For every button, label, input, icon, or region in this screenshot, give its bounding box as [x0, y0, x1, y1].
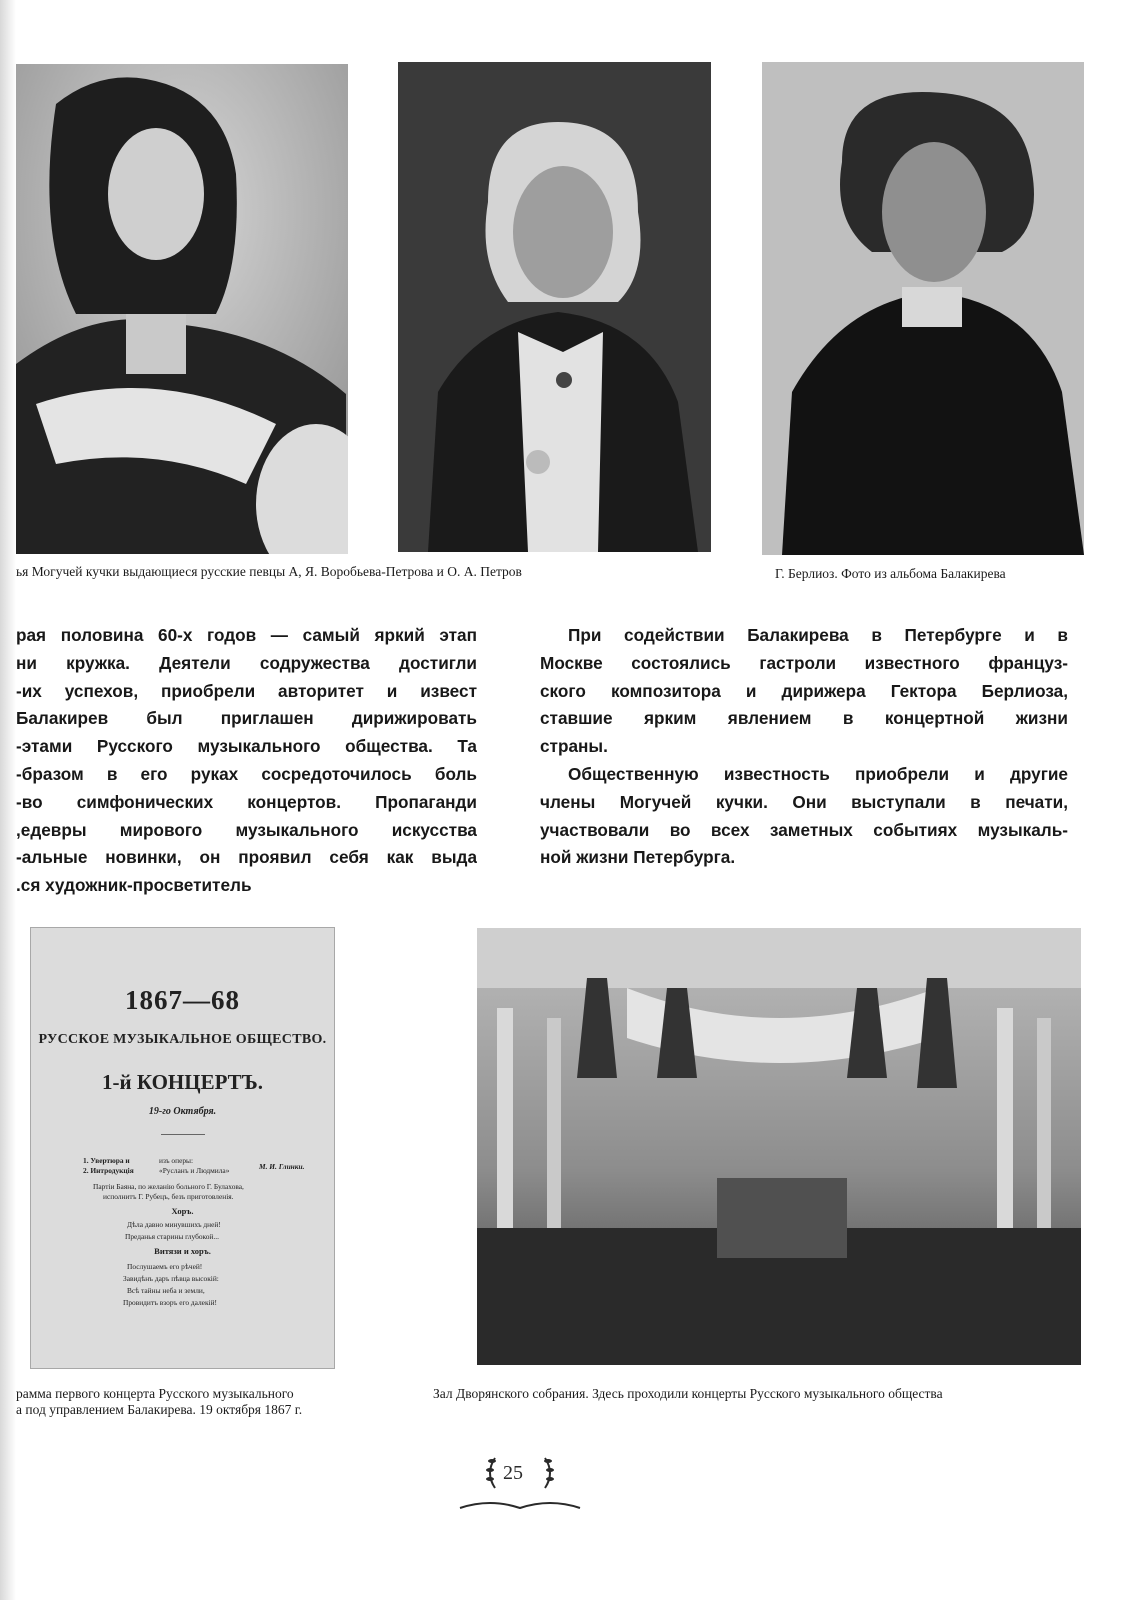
left-line-6: бразом в его руках сосредоточилось боль-: [16, 763, 477, 784]
poster-verse3: Послушаемъ его рѣчей!: [127, 1262, 203, 1271]
poster-ornament: [161, 1134, 205, 1135]
left-line-9: альные новинки, он проявил себя как выда-: [16, 847, 477, 868]
poster-verse5: Всѣ тайны неба и земли,: [127, 1286, 205, 1295]
bottom-left-caption-2: а под управлением Балакирева. 19 октября 1867 г.: [16, 1402, 303, 1417]
poster-line1: 1. Увертюра и: [83, 1156, 130, 1165]
left-line-2: ни кружка. Деятели содружества достигли: [16, 652, 477, 673]
left-line-7: во симфонических концертов. Пропаганди-: [16, 791, 477, 812]
poster-vityaz: Витязи и хоръ.: [154, 1246, 211, 1256]
right-line-2: Москве состоялись гастроли известного француз-: [540, 652, 1068, 673]
right-text-column: [540, 622, 1068, 872]
left-line-3: их успехов, приобрели авторитет и извест-: [16, 680, 477, 701]
right-line-7: члены Могучей кучки. Они выступали в печати,: [540, 791, 1068, 812]
poster-parts1: Партіи Баяна, по желанію больного Г. Булахова,: [93, 1182, 244, 1191]
concert-program-poster: [30, 927, 335, 1369]
singer-portrait-photo: [16, 64, 348, 554]
bottom-left-caption-1: рамма первого концерта Русского музыкального: [16, 1386, 294, 1401]
hall-engraving-photo: [477, 928, 1081, 1365]
poster-composer: М. И. Глинки.: [259, 1162, 305, 1171]
poster-concert: 1-й КОНЦЕРТЪ.: [102, 1070, 263, 1094]
poster-verse4: Завидѣнъ даръ пѣвца высокій:: [123, 1274, 219, 1283]
right-line-8: участвовали во всех заметных событиях музыкаль-: [540, 819, 1068, 840]
poster-verse1: Дѣла давно минувшихъ дней!: [127, 1220, 221, 1229]
left-line-8: едевры мирового музыкального искусства,: [16, 819, 477, 840]
right-line-1: При содействии Балакирева в Петербурге и в: [568, 625, 1068, 645]
left-line-10: ся художник-просветитель.: [16, 875, 252, 896]
left-line-5: этами Русского музыкального общества. Та-: [16, 736, 477, 757]
poster-chorus: Хоръ.: [171, 1206, 194, 1216]
left-line-4: Балакирев был приглашен дирижировать: [16, 708, 477, 729]
page-edge-shadow: [0, 0, 16, 1600]
top-right-caption: Г. Берлиоз. Фото из альбома Балакирева: [775, 566, 1006, 581]
bottom-right-caption: Зал Дворянского собрания. Здесь проходили концерты Русского музыкального общества: [433, 1386, 943, 1401]
berlioz-portrait-photo: [762, 62, 1084, 555]
poster-verse2: Преданья старины глубокой...: [125, 1232, 219, 1241]
right-line-9: ной жизни Петербурга.: [540, 847, 736, 868]
top-left-caption: ья Могучей кучки выдающиеся русские певцы А, Я. Воробьева-Петрова и О. А. Петров: [16, 564, 522, 579]
poster-opera: изъ оперы:: [159, 1156, 194, 1165]
left-line-1: рая половина 60-х годов — самый яркий этап: [16, 625, 477, 645]
left-text-column: [16, 622, 477, 900]
right-line-3: ского композитора и дирижера Гектора Берлиоза,: [540, 680, 1068, 701]
petrov-portrait-photo: [398, 62, 711, 552]
poster-verse6: Провидитъ взоръ его далекій!: [123, 1298, 218, 1307]
right-line-4: ставшие ярким явлением в концертной жизни: [540, 708, 1068, 729]
poster-opera-title: «Русланъ и Людмила»: [159, 1166, 230, 1175]
poster-line2: 2. Интродукція: [83, 1166, 134, 1175]
page-number: 25: [503, 1462, 523, 1484]
poster-year: 1867—68: [125, 985, 240, 1015]
poster-parts2: исполнитъ Г. Рубецъ, безъ приготовленія.: [103, 1192, 234, 1201]
right-line-5: страны.: [540, 736, 608, 757]
poster-society: РУССКОЕ МУЗЫКАЛЬНОЕ ОБЩЕСТВО.: [38, 1032, 327, 1047]
right-line-6: Общественную известность приобрели и другие: [568, 763, 1068, 784]
poster-date: 19-го Октября.: [148, 1106, 217, 1117]
